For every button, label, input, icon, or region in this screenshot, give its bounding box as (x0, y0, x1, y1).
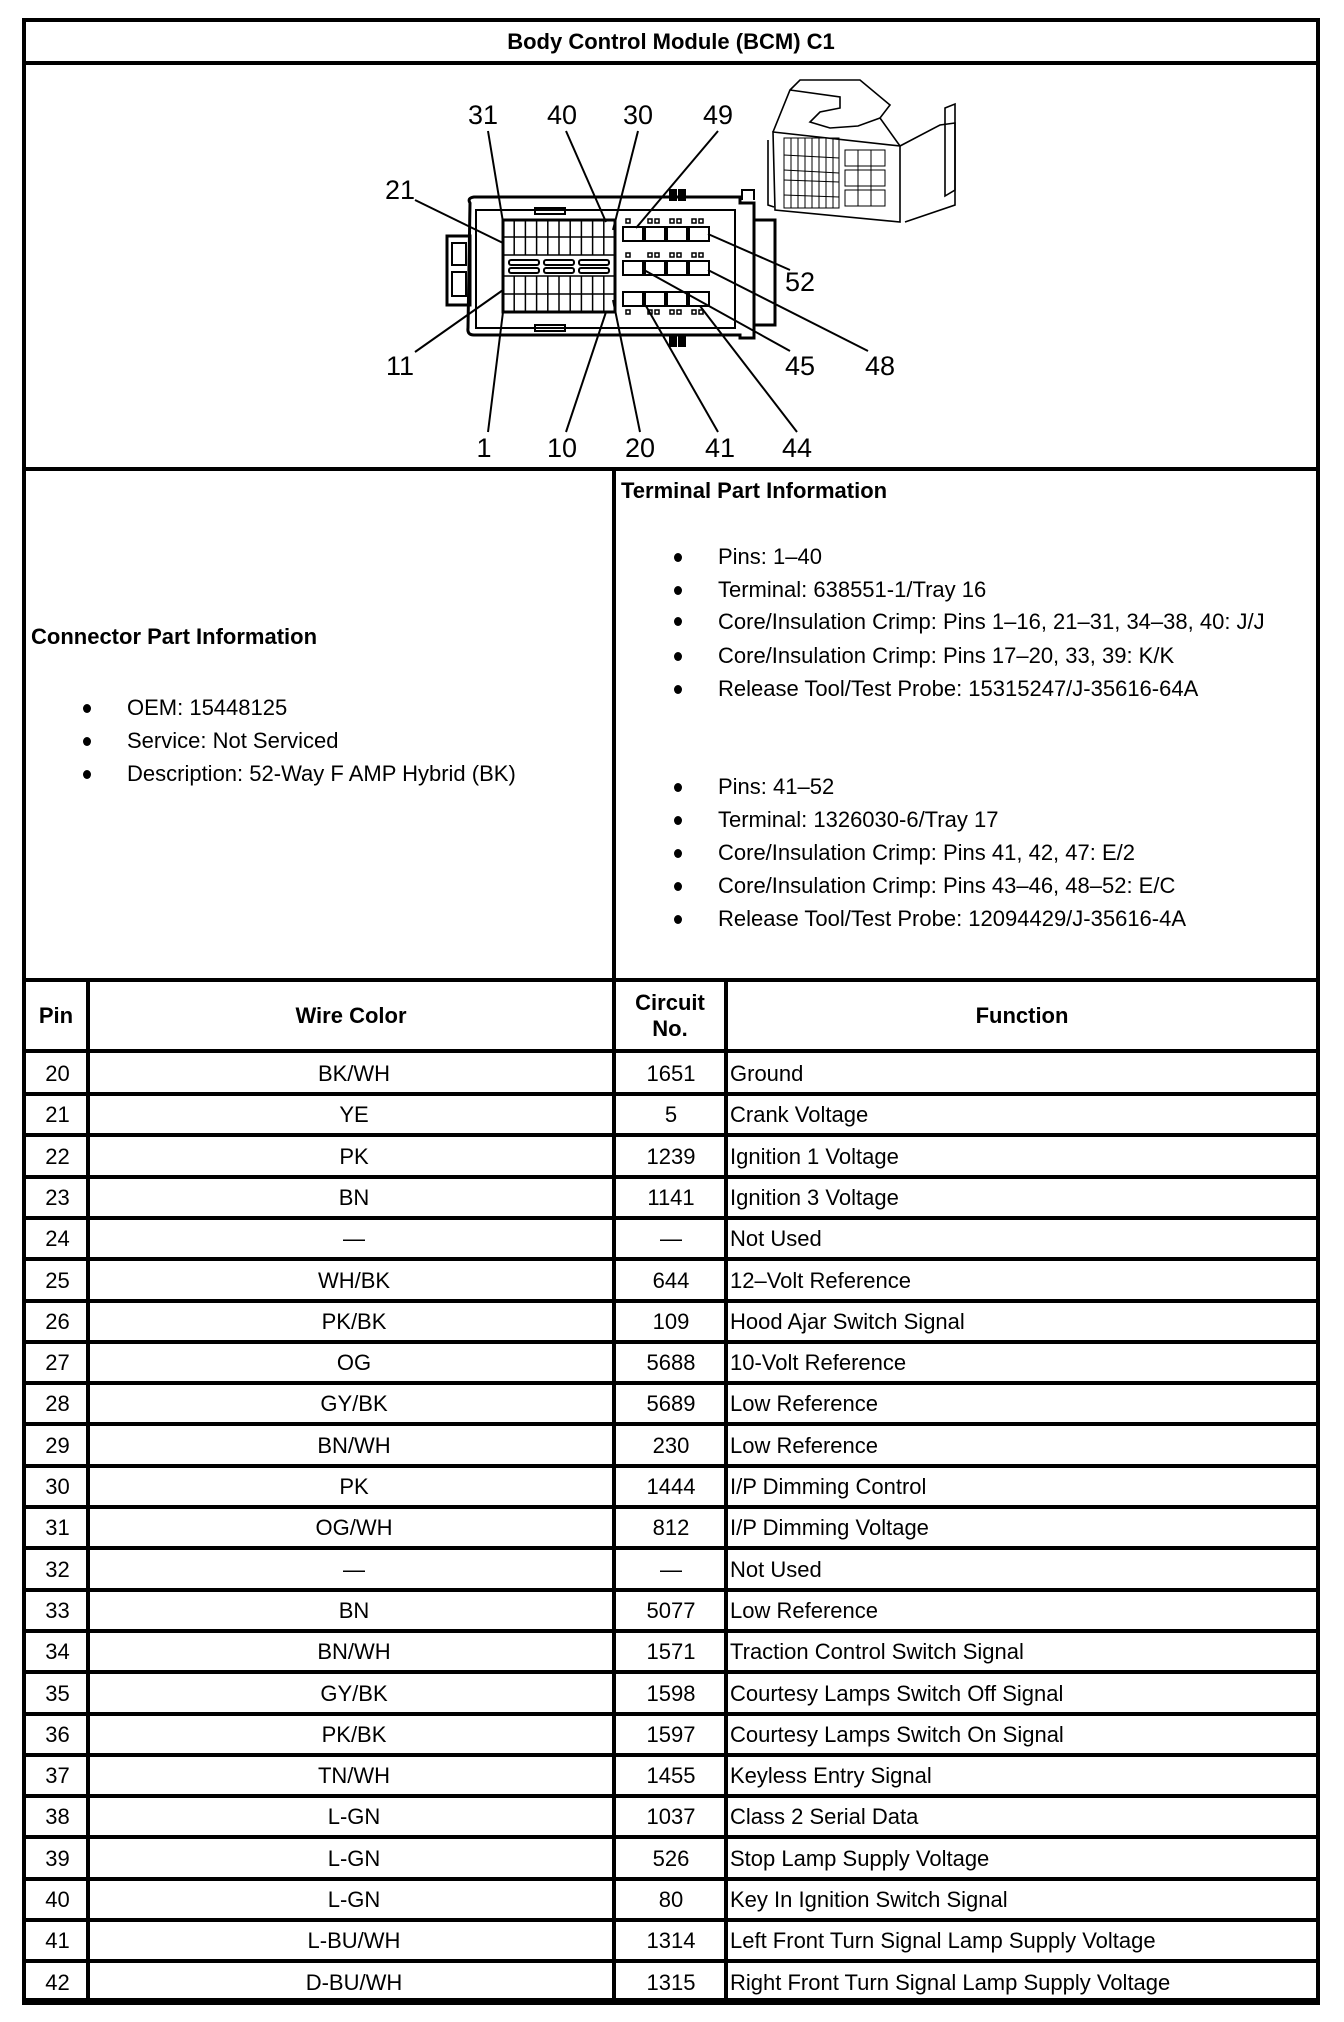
circuit-no-cell: 1314 (646, 1928, 696, 1954)
pin-label-49: 49 (702, 100, 734, 130)
terminal-info-heading: Terminal Part Information (621, 478, 888, 503)
circuit-no-cell: 1444 (646, 1474, 696, 1499)
terminal-info-item: Release Tool/Test Probe: 15315247/J-35616-64A (674, 672, 1314, 705)
pin-label-21: 21 (384, 175, 416, 205)
terminal-info-item: Core/Insulation Crimp: Pins 17–20, 33, 39: K/K (674, 639, 1314, 672)
circuit-no-cell: 1571 (646, 1639, 696, 1665)
circuit-no-cell: 1141 (647, 1184, 695, 1210)
table-row (22, 1053, 1320, 1094)
table-row (22, 1507, 1320, 1548)
pin-label-41: 41 (704, 433, 736, 463)
wire-color-cell: GY/BK (320, 1391, 388, 1417)
table-row (22, 1383, 1320, 1424)
circuit-no-cell: 644 (652, 1267, 690, 1293)
circuit-no-cell: — (660, 1556, 682, 1582)
wire-color-cell: L-GN (327, 1804, 381, 1830)
function-cell: Traction Control Switch Signal (730, 1639, 1024, 1665)
table-row (22, 1466, 1320, 1507)
terminal-info-item: Terminal: 1326030-6/Tray 17 (674, 803, 1314, 836)
function-cell: Low Reference (730, 1597, 878, 1623)
row-divider (22, 2001, 1320, 2005)
column-header-circuit-no (616, 982, 724, 1049)
table-row (22, 1425, 1320, 1466)
table-row (22, 1094, 1320, 1135)
wire-color-cell: D-BU/WH (305, 1969, 403, 1995)
pin-cell: 33 (45, 1597, 70, 1623)
table-row (22, 1301, 1320, 1342)
column-header-pin: Pin (38, 1002, 74, 1028)
pin-cell: 24 (45, 1226, 70, 1252)
wire-color-cell: L-GN (327, 1887, 381, 1912)
function-cell: Not Used (730, 1556, 822, 1582)
connector-info-heading: Connector Part Information (31, 624, 318, 649)
table-row (22, 1714, 1320, 1755)
info-column-divider (612, 467, 616, 980)
pin-cell: 20 (45, 1061, 70, 1086)
circuit-no-cell: 5688 (646, 1350, 696, 1376)
wire-color-cell: PK/BK (321, 1308, 387, 1334)
function-cell: Keyless Entry Signal (730, 1763, 932, 1789)
pin-cell: 31 (45, 1515, 70, 1541)
function-cell: I/P Dimming Voltage (730, 1515, 929, 1541)
function-cell: Right Front Turn Signal Lamp Supply Voltage (730, 1969, 1171, 1995)
wire-color-cell: L-BU/WH (307, 1928, 401, 1954)
terminal-info-item: Terminal: 638551-1/Tray 16 (674, 573, 1314, 606)
table-row (22, 1260, 1320, 1301)
pin-cell: 35 (45, 1680, 70, 1706)
wire-color-cell: BN/WH (317, 1432, 391, 1458)
function-cell: Hood Ajar Switch Signal (730, 1308, 965, 1334)
pin-label-45: 45 (784, 351, 816, 381)
circuit-no-cell: — (660, 1226, 682, 1252)
pin-label-31: 31 (467, 100, 499, 130)
circuit-no-cell: 5077 (646, 1597, 696, 1623)
function-cell: Courtesy Lamps Switch On Signal (730, 1721, 1064, 1747)
pin-label-30: 30 (622, 100, 654, 130)
pin-cell: 27 (45, 1350, 70, 1376)
circuit-header-line1: Circuit (635, 989, 705, 1015)
pin-cell: 28 (45, 1391, 70, 1417)
function-cell: Low Reference (730, 1432, 878, 1458)
circuit-no-cell: 1597 (646, 1721, 696, 1747)
terminal-info-item: Release Tool/Test Probe: 12094429/J-35616-4A (674, 902, 1314, 935)
function-cell: Class 2 Serial Data (730, 1804, 919, 1830)
wire-color-cell: YE (339, 1102, 369, 1128)
wire-color-cell: PK (339, 1474, 369, 1499)
pin-cell: 42 (45, 1969, 70, 1995)
pin-label-40: 40 (546, 100, 578, 130)
circuit-no-cell: 80 (658, 1887, 684, 1912)
wire-color-cell: BK/WH (317, 1061, 391, 1086)
table-row (22, 1673, 1320, 1714)
function-cell: Crank Voltage (730, 1102, 869, 1128)
circuit-no-cell: 5689 (646, 1391, 696, 1417)
pin-cell: 41 (45, 1928, 70, 1954)
function-cell: Not Used (730, 1226, 822, 1252)
pin-cell: 29 (45, 1432, 70, 1458)
pin-label-10: 10 (546, 433, 578, 463)
circuit-no-cell: 1037 (646, 1804, 696, 1830)
circuit-no-cell: 109 (652, 1308, 690, 1334)
column-header-wire-color: Wire Color (295, 1002, 407, 1028)
terminal-info-list-pins-41-52 (674, 770, 1314, 935)
page-title: Body Control Module (BCM) C1 (507, 29, 835, 54)
function-cell: Left Front Turn Signal Lamp Supply Voltage (730, 1928, 1156, 1954)
pin-cell: 40 (45, 1887, 70, 1912)
pin-label-44: 44 (781, 433, 813, 463)
table-row (22, 1920, 1320, 1961)
wire-color-cell: BN (338, 1184, 370, 1210)
circuit-no-cell: 5 (664, 1102, 678, 1128)
function-cell: Ignition 1 Voltage (730, 1143, 899, 1169)
table-row (22, 1549, 1320, 1590)
terminal-info-item: Pins: 1–40 (674, 540, 1314, 573)
pin-label-52: 52 (784, 267, 816, 297)
function-cell: Courtesy Lamps Switch Off Signal (730, 1680, 1064, 1706)
terminal-info-item: Pins: 41–52 (674, 770, 1314, 803)
function-cell: 12–Volt Reference (730, 1267, 912, 1293)
circuit-no-cell: 230 (652, 1432, 690, 1458)
circuit-header-line2: No. (652, 1015, 688, 1041)
wire-color-cell: BN/WH (317, 1639, 391, 1665)
pin-label-1: 1 (476, 433, 492, 463)
function-cell: Low Reference (730, 1391, 878, 1417)
circuit-no-cell: 1598 (646, 1680, 696, 1706)
pin-label-11: 11 (385, 351, 415, 381)
function-cell: Stop Lamp Supply Voltage (730, 1845, 990, 1871)
circuit-no-cell: 812 (652, 1515, 690, 1541)
wire-color-cell: TN/WH (317, 1763, 391, 1789)
terminal-info-list-pins-1-40 (674, 540, 1314, 705)
table-row (22, 1879, 1320, 1920)
table-row (22, 1218, 1320, 1259)
function-cell: Key In Ignition Switch Signal (730, 1887, 1008, 1912)
pin-cell: 30 (45, 1474, 70, 1499)
wire-color-cell: OG/WH (315, 1515, 393, 1541)
pin-cell: 39 (45, 1845, 70, 1871)
wire-color-cell: PK/BK (321, 1721, 387, 1747)
wire-color-cell: — (343, 1226, 365, 1252)
wire-color-cell: GY/BK (320, 1680, 388, 1706)
circuit-no-cell: 1315 (646, 1969, 696, 1995)
wire-color-cell: OG (336, 1350, 372, 1376)
wire-color-cell: WH/BK (317, 1267, 391, 1293)
wire-color-cell: PK (339, 1143, 369, 1169)
connector-info-item: Description: 52-Way F AMP Hybrid (BK) (83, 757, 603, 790)
column-header-function: Function (975, 1002, 1069, 1028)
table-row (22, 1838, 1320, 1879)
table-row (22, 1796, 1320, 1837)
pin-cell: 25 (45, 1267, 70, 1293)
terminal-info-item: Core/Insulation Crimp: Pins 41, 42, 47: E/2 (674, 836, 1314, 869)
pin-cell: 26 (45, 1308, 70, 1334)
connector-3d-view-icon (768, 80, 955, 222)
pin-cell: 36 (45, 1721, 70, 1747)
connector-info-list (83, 691, 603, 790)
pin-label-20: 20 (624, 433, 656, 463)
wire-color-cell: — (343, 1556, 365, 1582)
circuit-no-cell: 1455 (646, 1763, 696, 1789)
pin-label-48: 48 (864, 351, 896, 381)
table-row (22, 1136, 1320, 1177)
table-row (22, 1590, 1320, 1631)
table-row (22, 1755, 1320, 1796)
pin-cell: 23 (45, 1184, 70, 1210)
connector-info-item: Service: Not Serviced (83, 724, 603, 757)
table-row (22, 1631, 1320, 1672)
wire-color-cell: BN (338, 1597, 370, 1623)
function-cell: Ground (730, 1061, 804, 1086)
pin-cell: 34 (45, 1639, 70, 1665)
circuit-no-cell: 1651 (646, 1061, 696, 1086)
pin-cell: 37 (45, 1763, 70, 1789)
terminal-info-item: Core/Insulation Crimp: Pins 43–46, 48–52: E/C (674, 869, 1314, 902)
table-row (22, 1962, 1320, 2003)
pin-cell: 38 (45, 1804, 70, 1830)
connector-diagram (26, 66, 1316, 469)
pin-cell: 32 (45, 1556, 70, 1582)
terminal-info-item: Core/Insulation Crimp: Pins 1–16, 21–31, 34–38, 40: J/J (674, 606, 1314, 639)
pin-cell: 22 (45, 1143, 70, 1169)
pin-cell: 21 (45, 1102, 70, 1128)
wire-color-cell: L-GN (327, 1845, 381, 1871)
function-cell: I/P Dimming Control (730, 1474, 927, 1499)
table-row (22, 1342, 1320, 1383)
circuit-no-cell: 526 (652, 1845, 690, 1871)
circuit-no-cell: 1239 (646, 1143, 696, 1169)
function-cell: Ignition 3 Voltage (730, 1184, 899, 1210)
function-cell: 10-Volt Reference (730, 1350, 907, 1376)
table-row (22, 1177, 1320, 1218)
connector-info-item: OEM: 15448125 (83, 691, 603, 724)
